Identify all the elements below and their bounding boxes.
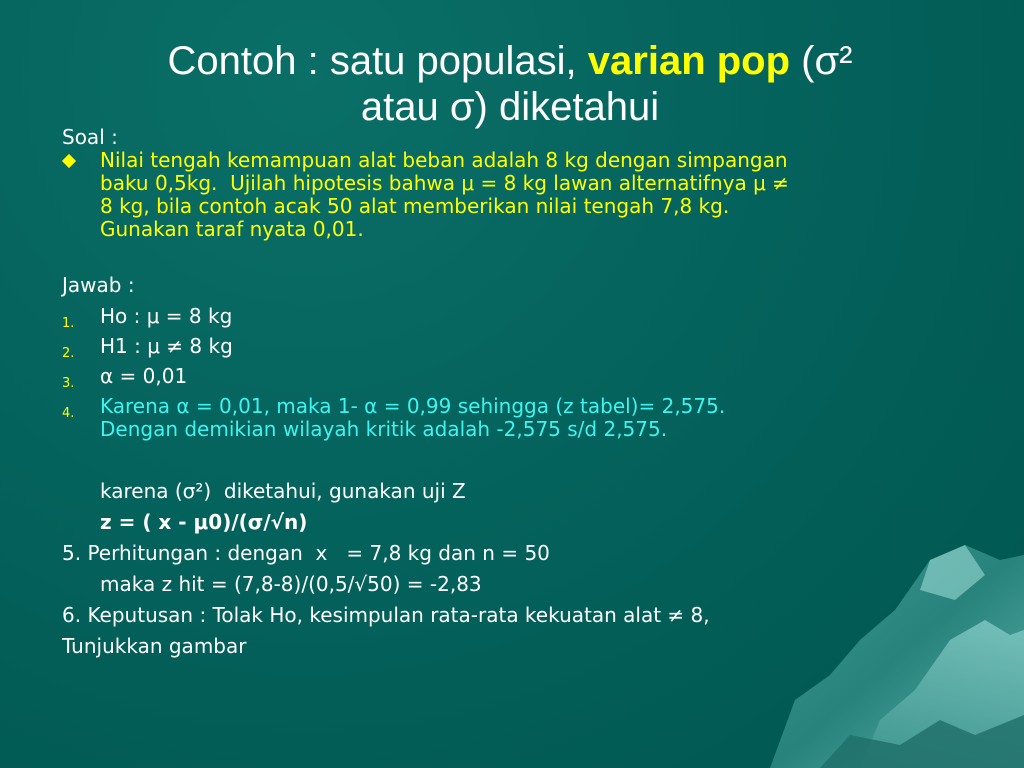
step-text: α = 0,01 (100, 364, 188, 388)
slide-title (60, 38, 960, 130)
step-text: H1 : μ ≠ 8 kg (100, 334, 233, 358)
slide-content (62, 126, 1002, 658)
step-3 (62, 364, 1002, 391)
karena-line: karena (σ²) diketahui, gunakan uji Z (100, 479, 466, 503)
problem-line-2: baku 0,5kg. Ujilah hipotesis bahwa μ = 8 kg lawan alternatifnya μ ≠ (100, 171, 789, 195)
step-number: 2. (62, 346, 75, 361)
step-5-calc: maka z hit = (7,8-8)/(0,5/√50) = -2,83 (100, 572, 482, 596)
soal-label: Soal : (62, 125, 118, 149)
step-1 (62, 304, 1002, 331)
step-5: 5. Perhitungan : dengan x = 7,8 kg dan n = 50 (62, 541, 550, 565)
step-text: Ho : μ = 8 kg (100, 304, 233, 328)
z-formula: z = ( x - μ0)/(σ/√n) (100, 510, 308, 534)
step-4 (62, 395, 1002, 441)
title-highlight: varian pop (587, 39, 791, 83)
step-number: 3. (62, 376, 75, 391)
step-6: 6. Keputusan : Tolak Ho, kesimpulan rata-rata kekuatan alat ≠ 8, (62, 603, 710, 627)
problem-line-4: Gunakan taraf nyata 0,01. (100, 217, 364, 241)
problem-line-3: 8 kg, bila contoh acak 50 alat memberikan nilai tengah 7,8 kg. (100, 194, 730, 218)
jawab-label: Jawab : (62, 273, 135, 297)
step-number: 4. (62, 406, 75, 421)
title-part2: (σ² (790, 39, 853, 83)
problem-line-1: Nilai tengah kemampuan alat beban adalah 8 kg dengan simpangan (100, 148, 788, 172)
title-part1: Contoh : satu populasi, (167, 39, 588, 83)
title-line2: atau σ) diketahui (360, 85, 660, 129)
step-4-line-2: Dengan demikian wilayah kritik adalah -2,575 s/d 2,575. (100, 417, 668, 441)
step-4-line-1: Karena α = 0,01, maka 1- α = 0,99 sehingga (z tabel)= 2,575. (100, 394, 726, 418)
step-number: 1. (62, 316, 75, 331)
step-2 (62, 334, 1002, 361)
step-6-instruction: Tunjukkan gambar (62, 634, 247, 658)
problem-bullet (62, 149, 1002, 241)
diamond-bullet-icon (62, 154, 76, 168)
